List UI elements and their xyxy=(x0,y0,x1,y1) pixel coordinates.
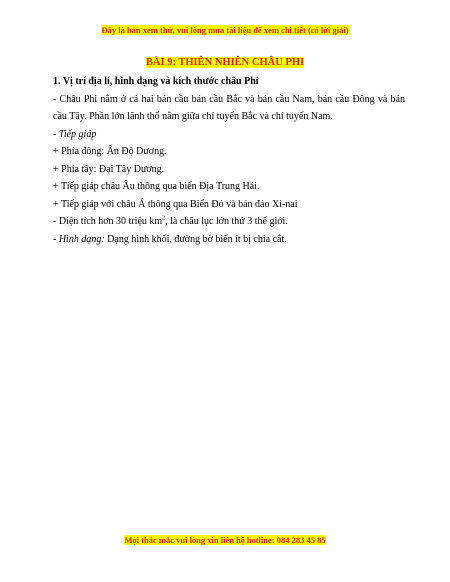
borders-label xyxy=(53,126,405,144)
hotline-text: Mọi thắc mắc vui lòng xin liên hệ hotline: 084 283 45 85 xyxy=(124,535,326,545)
border-asia: + Tiếp giáp với châu Á thông qua Biển Đỏ và bán đảo Xi-nai xyxy=(53,198,298,210)
shape-label: - Hình dạng: xyxy=(53,233,105,245)
hotline-footer xyxy=(0,535,450,546)
area-superscript: 2 xyxy=(162,215,166,222)
preview-banner xyxy=(0,25,450,36)
intro-paragraph: - Châu Phi nằm ở cả hai bán cầu bán cầu Bắc và bán cầu Nam, bán cầu Đông và bán cầu Tây. Phần lớn lãnh thổ nằm giữa chí tuyến Bắc và chí tuyến Nam. xyxy=(53,93,405,122)
document-body xyxy=(53,73,405,248)
section-heading: 1. Vị trí địa lí, hình dạng và kích thước châu Phi xyxy=(53,76,259,87)
page-title-text: BÀI 9: THIÊN NHIÊN CHÂU PHI xyxy=(145,57,305,68)
area-rest: , là châu lục lớn thứ 3 thế giới. xyxy=(165,216,288,227)
border-east: + Phía đông: Ấn Độ Dương. xyxy=(53,146,167,157)
shape-line xyxy=(53,231,405,249)
border-europe: + Tiếp giáp châu Âu thông qua biển Địa Trung Hải. xyxy=(53,181,260,192)
area-text: - Diện tích hơn 30 triệu km xyxy=(53,216,163,227)
page-title xyxy=(0,56,450,69)
borders-label-text: - Tiếp giáp xyxy=(53,128,97,140)
border-west: + Phía tây: Đại Tây Dương. xyxy=(53,163,165,175)
area-line xyxy=(53,213,405,231)
shape-text: Dạng hình khối, đường bờ biển ít bị chia cắt. xyxy=(104,233,287,245)
preview-banner-text: Đây là bản xem thử, vui lòng mua tài liệu để xem chi tiết (có lời giải) xyxy=(101,25,349,35)
